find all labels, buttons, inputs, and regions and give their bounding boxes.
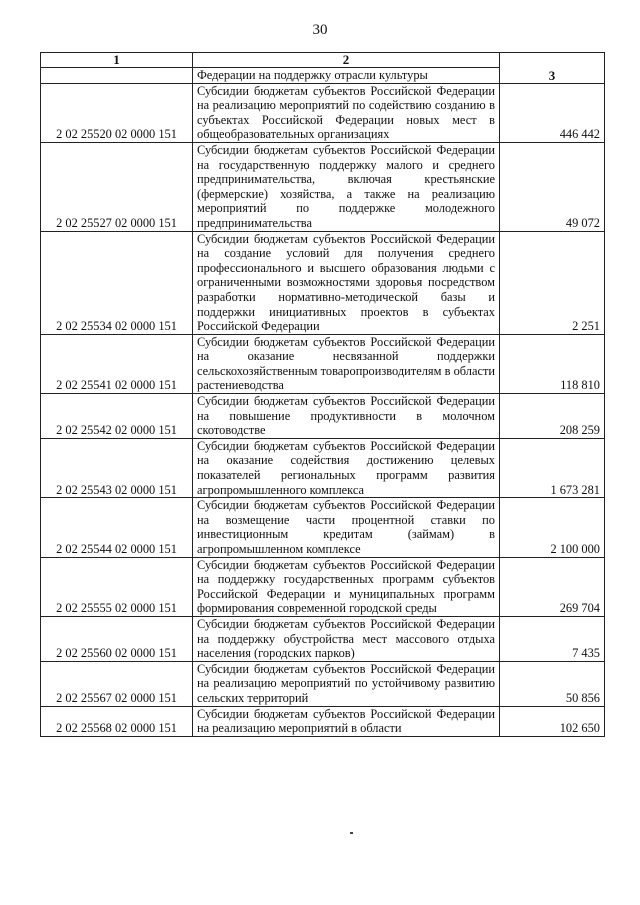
table-row: [41, 83, 605, 142]
code-cell: 2 02 25520 02 0000 151: [41, 83, 193, 142]
description-cell: Субсидии бюджетам субъектов Российской Федерации на оказание содействия достижению целевых показателей региональных программ развития агропромышленного комплекса: [193, 438, 500, 497]
table-row: [41, 706, 605, 736]
description-cell: Субсидии бюджетам субъектов Российской Федерации на реализацию мероприятий по содействию созданию в субъектах Российской Федерации новых мест в общеобразовательных организациях: [193, 83, 500, 142]
table-row: [41, 394, 605, 439]
code-cell: 2 02 25542 02 0000 151: [41, 394, 193, 439]
amount-cell: 208 259: [500, 394, 605, 439]
header-row: [41, 53, 605, 68]
description-cell: Субсидии бюджетам субъектов Российской Федерации на реализацию мероприятий в области: [193, 706, 500, 736]
table-row: [41, 557, 605, 616]
table-row: [41, 231, 605, 334]
amount-cell: 1 673 281: [500, 438, 605, 497]
budget-table: [40, 52, 605, 737]
amount-cell: 49 072: [500, 142, 605, 231]
amount-cell: 50 856: [500, 661, 605, 706]
description-cell: Субсидии бюджетам субъектов Российской Федерации на реализацию мероприятий по устойчивому развитию сельских территорий: [193, 661, 500, 706]
scan-mark: [350, 832, 353, 834]
description-cell: Субсидии бюджетам субъектов Российской Федерации на оказание несвязанной поддержки сельскохозяйственным товаропроизводителям в области растениеводства: [193, 334, 500, 393]
amount-cell: 102 650: [500, 706, 605, 736]
table-row: [41, 661, 605, 706]
amount-cell: 2 251: [500, 231, 605, 334]
amount-cell: 118 810: [500, 334, 605, 393]
code-cell: 2 02 25534 02 0000 151: [41, 231, 193, 334]
description-cell: Субсидии бюджетам субъектов Российской Федерации на поддержку государственных программ субъектов Российской Федерации и муниципальных программ формирования современной городской среды: [193, 557, 500, 616]
table-row: [41, 142, 605, 231]
continuation-description: Федерации на поддержку отрасли культуры: [193, 68, 500, 84]
description-cell: Субсидии бюджетам субъектов Российской Федерации на повышение продуктивности в молочном скотоводстве: [193, 394, 500, 439]
code-cell: 2 02 25567 02 0000 151: [41, 661, 193, 706]
code-cell: 2 02 25555 02 0000 151: [41, 557, 193, 616]
table-row: [41, 438, 605, 497]
column-header-2: 2: [193, 53, 500, 68]
code-cell: 2 02 25543 02 0000 151: [41, 438, 193, 497]
code-cell: 2 02 25527 02 0000 151: [41, 142, 193, 231]
page-number: 30: [312, 22, 328, 38]
table-row: [41, 498, 605, 557]
code-cell: 2 02 25560 02 0000 151: [41, 616, 193, 661]
description-cell: Субсидии бюджетам субъектов Российской Федерации на поддержку обустройства мест массового отдыха населения (городских парков): [193, 616, 500, 661]
code-cell: 2 02 25568 02 0000 151: [41, 706, 193, 736]
table-row: [41, 334, 605, 393]
table-row: [41, 616, 605, 661]
column-header-1: 1: [41, 53, 193, 68]
description-cell: Субсидии бюджетам субъектов Российской Федерации на возмещение части процентной ставки по инвестиционным кредитам (займам) в агропромышленном комплексе: [193, 498, 500, 557]
code-cell: 2 02 25541 02 0000 151: [41, 334, 193, 393]
amount-cell: 7 435: [500, 616, 605, 661]
continuation-code-cell: [41, 68, 193, 84]
amount-cell: 2 100 000: [500, 498, 605, 557]
amount-cell: 269 704: [500, 557, 605, 616]
description-cell: Субсидии бюджетам субъектов Российской Федерации на государственную поддержку малого и среднего предпринимательства, включая крестьянские (фермерские) хозяйства, а также на реализацию мероприятий по поддержке молодежного предпринимательства: [193, 142, 500, 231]
amount-cell: 446 442: [500, 83, 605, 142]
column-header-3: 3: [500, 53, 605, 84]
code-cell: 2 02 25544 02 0000 151: [41, 498, 193, 557]
description-cell: Субсидии бюджетам субъектов Российской Федерации на создание условий для получения среднего профессионального и высшего образования людьми с ограниченными возможностями здоровья посредством разработки нормативно-методической базы и поддержки инициативных проектов в субъектах Российской Федерации: [193, 231, 500, 334]
